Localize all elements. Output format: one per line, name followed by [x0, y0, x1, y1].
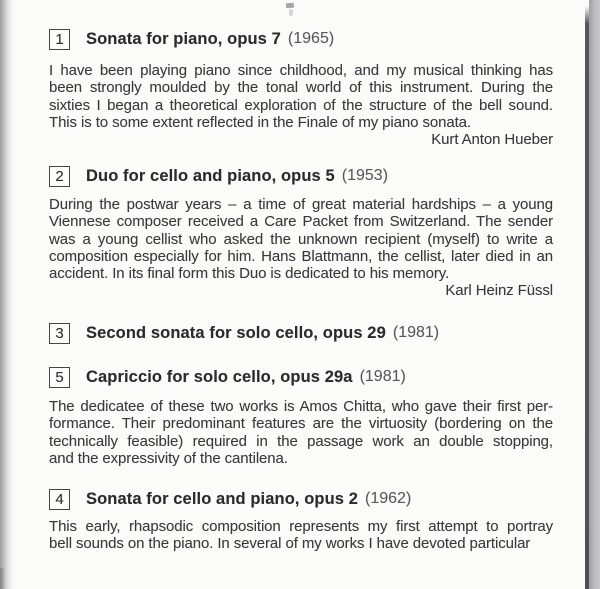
scan-right-edge-shadow: [589, 0, 600, 589]
track-number-box: 2: [49, 166, 70, 187]
program-note-line: This is to some extent reflected in the Finale of my piano sonata.: [49, 113, 471, 131]
program-note-1: [49, 62, 553, 131]
program-note-3: [49, 398, 553, 467]
work-year: (1965): [287, 30, 335, 47]
program-note-line: I have been playing piano since childhood, and my musical thinking has: [49, 62, 553, 79]
program-note-line: The dedicatee of these two works is Amos Chitta, who gave their first per-: [49, 398, 553, 415]
work-section-3: [49, 322, 553, 467]
program-note-line: and the expressivity of the cantilena.: [49, 449, 288, 467]
scan-speck: [286, 3, 294, 9]
program-note-line: During the postwar years – a time of great material hardships – a young: [49, 196, 553, 213]
track-number-box: 3: [49, 323, 70, 344]
work-year: (1981): [392, 324, 440, 341]
work-year: (1953): [341, 167, 389, 184]
work-title: Capriccio for solo cello, opus 29a: [86, 367, 353, 386]
work-year: (1962): [365, 490, 412, 507]
program-note-line: bell sounds on the piano. In several of my works I have devoted particular: [49, 535, 531, 553]
scan-left-edge-shadow: [0, 0, 14, 589]
track-number-box: 4: [49, 489, 70, 510]
program-note-line: This early, rhapsodic composition represents my first attempt to portray: [49, 518, 553, 535]
program-note-line: Viennese composer received a Care Packet from Switzerland. The sender: [49, 213, 553, 231]
program-note-line: composition especially for him. Hans Blattmann, the cellist, later died in an: [49, 247, 553, 265]
track-number-box: 5: [49, 367, 70, 388]
attribution-1: Kurt Anton Hueber: [431, 131, 553, 149]
scan-left-bottom-mark: [0, 568, 5, 589]
work-section-1: [49, 28, 553, 148]
work-section-2: [49, 165, 553, 300]
program-note-2: [49, 196, 553, 282]
program-note-line: been strongly moulded by the tonal world of this instrument. During the: [49, 79, 553, 97]
program-note-line: formance. Their predominant features are the virtuosity (bordering on the: [49, 415, 553, 433]
program-note-line: accident. In its final form this Duo is dedicated to his memory.: [49, 265, 450, 283]
track-heading-2: [49, 165, 553, 187]
scan-speck: [289, 9, 293, 16]
program-note-line: was a young cellist who asked the unknown recipient (myself) to write a: [49, 230, 553, 248]
work-section-4: [49, 488, 553, 553]
track-heading-4: [49, 488, 553, 510]
program-note-line: sixties I began a theoretical exploration of the structure of the bell sound.: [49, 96, 553, 114]
work-year: (1981): [359, 368, 406, 385]
work-title: Sonata for cello and piano, opus 2: [86, 489, 359, 508]
program-note-4: [49, 518, 553, 553]
work-title: Sonata for piano, opus 7: [86, 29, 281, 48]
work-title: Duo for cello and piano, opus 5: [86, 166, 335, 185]
track-number-box: 1: [49, 29, 70, 50]
track-heading-1: [49, 28, 553, 50]
attribution-2: Karl Heinz Füssl: [445, 282, 553, 300]
track-heading-3: [49, 322, 553, 344]
work-title: Second sonata for solo cello, opus 29: [86, 323, 386, 342]
track-heading-5: [49, 366, 553, 388]
program-note-line: technically feasible) required in the passage work an double stopping,: [49, 432, 553, 450]
